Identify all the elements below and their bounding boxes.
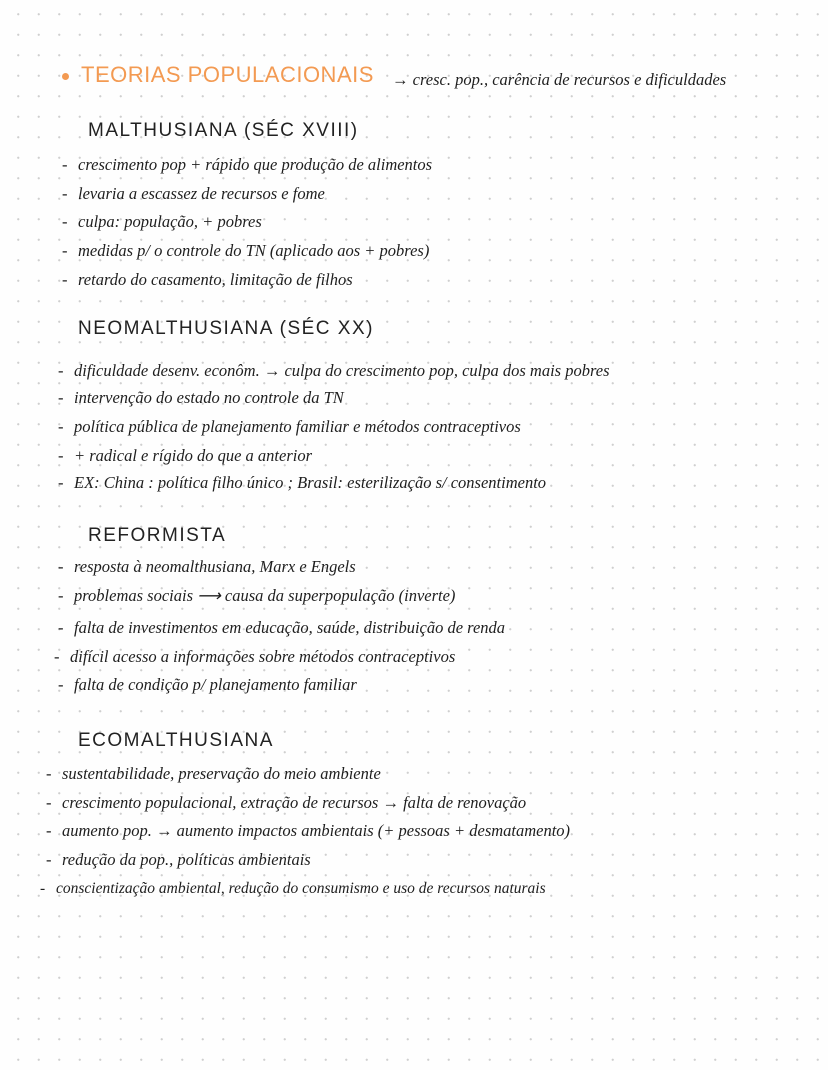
- list-item: - retardo do casamento, limitação de filhos: [62, 270, 353, 289]
- list-item: - política pública de planejamento familiar e métodos contraceptivos: [58, 417, 521, 436]
- list-item: - problemas sociais ⟶ causa da superpopulação (inverte): [58, 586, 456, 605]
- list-item: - falta de investimentos em educação, saúde, distribuição de renda: [58, 618, 506, 637]
- list-item: - levaria a escassez de recursos e fome: [62, 184, 325, 203]
- list-item: - crescimento pop + rápido que produção de alimentos: [62, 155, 433, 174]
- list-item: - culpa: população, + pobres: [62, 212, 262, 231]
- title-text: TEORIAS POPULACIONAIS: [81, 62, 374, 87]
- list-item: - aumento pop. → aumento impactos ambientais (+ pessoas + desmatamento): [46, 821, 571, 840]
- list-item: - EX: China : política filho único ; Brasil: esterilização s/ consentimento: [58, 473, 547, 492]
- section-heading: REFORMISTA: [88, 525, 227, 546]
- bullet-icon: [62, 73, 69, 80]
- list-item: - medidas p/ o controle do TN (aplicado aos + pobres): [62, 241, 430, 260]
- section-heading: NEOMALTHUSIANA (SÉC XX): [78, 318, 374, 339]
- list-item: - intervenção do estado no controle da TN: [58, 388, 344, 407]
- list-item: - conscientização ambiental, redução do consumismo e uso de recursos naturais: [40, 880, 546, 897]
- section-heading: MALTHUSIANA (SÉC XVIII): [88, 120, 359, 141]
- title-note: → cresc. pop., carência de recursos e dificuldades: [392, 70, 727, 89]
- list-item: - difícil acesso a informações sobre métodos contraceptivos: [54, 647, 456, 666]
- list-item: - falta de condição p/ planejamento familiar: [58, 675, 357, 694]
- list-item: - redução da pop., políticas ambientais: [46, 850, 311, 869]
- list-item: - sustentabilidade, preservação do meio ambiente: [46, 764, 381, 783]
- list-item: - + radical e rígido do que a anterior: [58, 446, 312, 465]
- list-item: - resposta à neomalthusiana, Marx e Engels: [58, 557, 356, 576]
- list-item: - crescimento populacional, extração de recursos → falta de renovação: [46, 793, 527, 812]
- list-item: - dificuldade desenv. econôm. → culpa do crescimento pop, culpa dos mais pobres: [58, 361, 610, 380]
- page-title: [62, 62, 374, 88]
- section-heading: ECOMALTHUSIANA: [78, 730, 274, 751]
